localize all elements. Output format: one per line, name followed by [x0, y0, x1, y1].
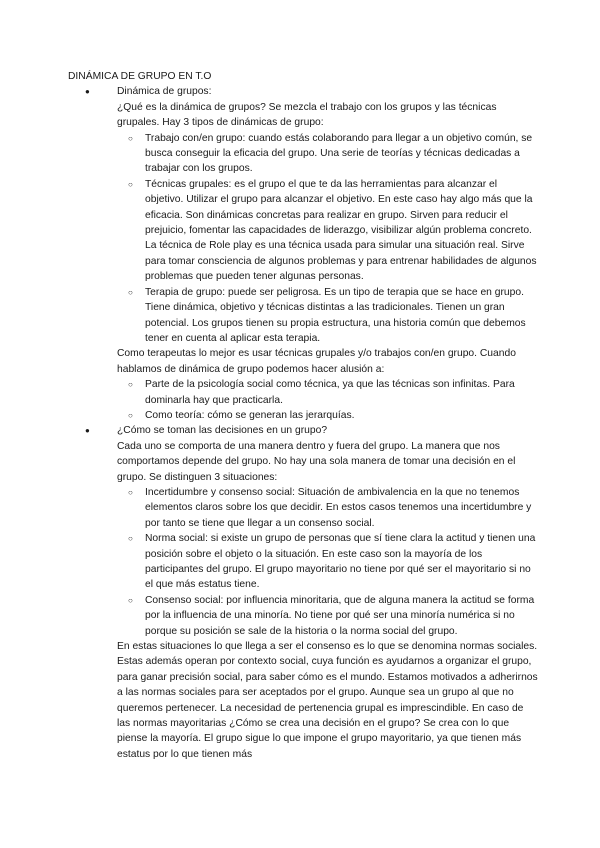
section-heading: ● Dinámica de grupos: — [117, 86, 212, 98]
allusion-list — [117, 377, 538, 423]
list-item: ○ Trabajo con/en grupo: cuando estás colaborando para llegar a un objetivo común, se busca conseguir la eficacia del grupo. Una serie de teorías y técnicas dedicadas a trabajar con los grupos. — [117, 131, 538, 177]
document-title: DINÁMICA DE GRUPO EN T.O — [68, 71, 212, 82]
section-intro: ¿Qué es la dinámica de grupos? Se mezcla el trabajo con los grupos y las técnicas grupales. Hay 3 tipos de dinámicas de grupo: — [117, 101, 497, 129]
list-item: ○ Terapia de grupo: puede ser peligrosa. Es un tipo de terapia que se hace en grupo. Tiene dinámica, objetivo y técnicas distintas a las tradicionales. Tienen un gran potencial. Los grupos tienen su propia estructura, una historia común que debemos tener en cuenta al aplicar esta terapia. — [117, 285, 538, 347]
section-dinamica-de-grupos — [68, 84, 538, 423]
list-item: ○ Consenso social: por influencia minoritaria, que de alguna manera la actitud se forma por la influencia de una minoría. No tiene por qué ser una minoría numérica si no porque su posición se sale de la historia o la norma social del grupo. — [117, 593, 538, 639]
section-middle-paragraph: Como terapeutas lo mejor es usar técnicas grupales y/o trabajos con/en grupo. Cuando hablamos de dinámica de grupo podemos hacer alusión a: — [117, 348, 516, 375]
section-intro: Cada uno se comporta de una manera dentro y fuera del grupo. La manera que nos comportamos depende del grupo. No hay una sola manera de tomar una decisión en el grupo. Se distinguen 3 situaciones: — [117, 440, 516, 483]
list-item: ○ Parte de la psicología social como técnica, ya que las técnicas son infinitas. Para dominarla hay que practicarla. — [117, 377, 538, 408]
types-list — [117, 131, 538, 347]
situations-list — [117, 485, 538, 639]
list-item: ○ Incertidumbre y consenso social: Situación de ambivalencia en la que no tenemos elementos claros sobre los que decidir. En estos casos tenemos una incertidumbre y por tanto se tiene que llegar a un consenso social. — [117, 485, 538, 531]
list-item: ○ Norma social: si existe un grupo de personas que sí tiene clara la actitud y tienen una posición sobre el objeto o la situación. En este caso son la mayoría de los participantes del grupo. El grupo mayoritario no tiene por qué ser el mayoritario si no el que más estatus tiene. — [117, 531, 538, 593]
document-page — [68, 69, 538, 762]
section-heading: ● ¿Cómo se toman las decisiones en un grupo? — [117, 425, 328, 437]
section-closing-paragraph: En estas situaciones lo que llega a ser el consenso es lo que se denomina normas sociales. Estas además operan por contexto social, cuya función es ayudarnos a organizar el grupo, para ganar precisión social, para saber cómo es el mundo. Estamos motivados a adherirnos a las normas sociales para ser aceptados por el grupo. Aunque sea un grupo al que no queremos pertenecer. La necesidad de pertenencia grupal es imprescindible. En caso de las normas mayoritarias ¿Cómo se crea una decisión en el grupo? Se crea con lo que piense la mayoría. El grupo sigue lo que impone el grupo mayoritario, ya que tienen más estatus por lo que tienen más — [117, 641, 538, 760]
section-toma-de-decisiones — [68, 423, 538, 762]
list-item: ○ Técnicas grupales: es el grupo el que te da las herramientas para alcanzar el objetivo. Utilizar el grupo para alcanzar el objetivo. En este caso hay algo más que la eficacia. Son dinámicas concretas para realizar en grupo. Sirven para reducir el prejuicio, fomentar las capacidades de liderazgo, visibilizar algún problema concreto. La técnica de Role play es una técnica usada para simular una situación real. Sirve para tomar consciencia de algunos problemas y para entrenar habilidades de algunos problemas que pueden tener algunas personas. — [117, 177, 538, 285]
section-list — [68, 84, 538, 762]
list-item: ○ Como teoría: cómo se generan las jerarquías. — [117, 408, 538, 423]
